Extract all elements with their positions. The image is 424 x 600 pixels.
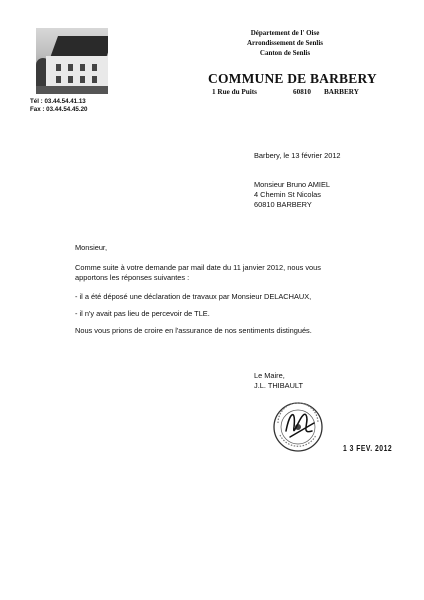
recipient-street: 4 Chemin St Nicolas xyxy=(254,190,321,199)
commune-title: COMMUNE DE BARBERY xyxy=(208,71,377,86)
paragraph-1-line-2: apportons les réponses suivantes : xyxy=(75,273,190,282)
recipient-city: 60810 BARBERY xyxy=(254,200,312,209)
town-hall-photo xyxy=(36,28,108,94)
address-city: BARBERY xyxy=(324,88,359,96)
signature-name: J.L. THIBAULT xyxy=(254,381,304,390)
closing-sentence: Nous vous prions de croire en l'assurance de nos sentiments distingués. xyxy=(75,326,312,335)
mayor-seal-stamp xyxy=(272,401,324,453)
fax-number: Fax : 03.44.54.45.20 xyxy=(30,106,88,113)
arrondissement-label: Arrondissement de Senlis xyxy=(246,39,324,47)
address-street: 1 Rue du Puits xyxy=(212,88,257,96)
phone-number: Tél : 03.44.54.41.13 xyxy=(30,98,86,105)
salutation: Monsieur, xyxy=(75,243,108,252)
received-date-stamp: 1 3 FEV. 2012 xyxy=(343,443,393,453)
point-1: - il a été déposé une déclaration de travaux par Monsieur DELACHAUX, xyxy=(75,292,312,301)
place-date: Barbery, le 13 février 2012 xyxy=(254,151,341,160)
canton-label: Canton de Senlis xyxy=(259,49,311,57)
recipient-name: Monsieur Bruno AMIEL xyxy=(254,180,330,189)
departement-label: Département de l' Oise xyxy=(250,29,320,37)
signature-title: Le Maire, xyxy=(254,371,285,380)
point-2: - il n'y avait pas lieu de percevoir de TLE. xyxy=(75,309,210,318)
address-postcode: 60810 xyxy=(293,88,311,96)
seal-signature-graphic xyxy=(272,401,324,453)
paragraph-1-line-1: Comme suite à votre demande par mail date du 11 janvier 2012, nous vous xyxy=(75,263,321,272)
